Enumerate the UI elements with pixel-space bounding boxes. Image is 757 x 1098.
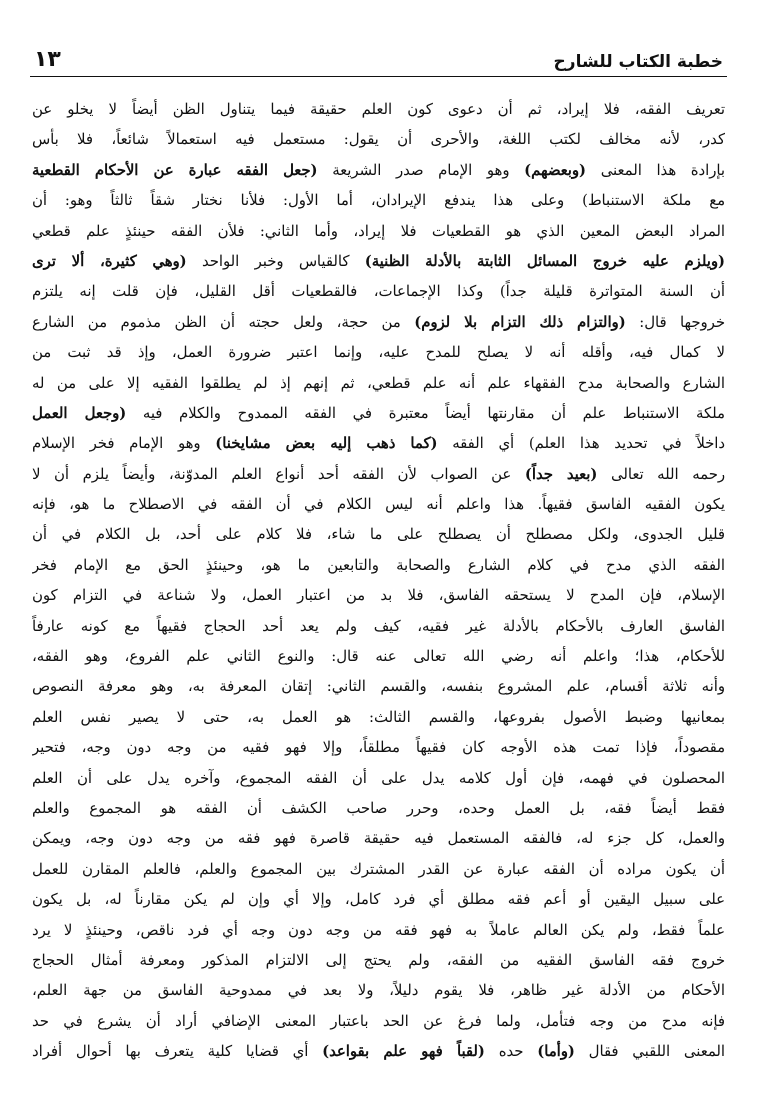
text-line: خروج فقه الفاسق الفقيه من الفقه، ولم يحتج إلى الالتزام المذكور ومعرفة أمثال الحجاج: [32, 951, 725, 969]
text-line: أن السنة المتواترة قليلة جداً) وكذا الإجماعات، فالقطعيات أقل القليل، فإن قلت إنه يلتزم: [32, 283, 725, 301]
text-line: فقط أيضاً فقه، بل العمل وحده، وحرر صاحب الكشف أن الفقه هو المجموع والعلم: [32, 799, 725, 817]
text-line: قليل الجدوى، ولكل مصطلح أن يصطلح على ما شاء، فلا كلام على أحد، بل الكلام في أن: [32, 526, 725, 544]
text-line: مقصوداً، فإذا تمت هذه الأوجه كان فقيهاً مطلقاً، وإلا فهو فقيه من وجه دون وجه، فتحير: [32, 739, 725, 757]
text-line: والعمل، كل جزء له، فالفقه المستعمل فيه حقيقة قاصرة فهو فقه من وجه دون وجه، ويمكن: [32, 830, 725, 848]
text-line: (ويلزم عليه خروج المسائل الثابتة بالأدلة الظنية) كالقياس وخبر الواحد (وهي كثيرة، ألا ترى: [32, 252, 725, 270]
text-line: تعريف الفقه، فلا إيراد، ثم أن دعوى كون العلم حقيقة فيما يتناول الظن أيضاً لا يخلو عن: [32, 101, 725, 118]
text-line: داخلاً في تحديد هذا العلم) أي الفقه (كما ذهب إليه بعض مشايخنا) وهو الإمام فخر الإسلام: [32, 435, 725, 453]
text-line: رحمه الله تعالى (بعيد جداً) عن الصواب لأن الفقه أحد أنواع العلم المدوّنة، وأيضاً يلزم أن لا: [32, 465, 725, 483]
text-line: المحصلون في فهمه، فإن أول كلامه يدل على أن الفقه المجموع، وآخره يدل على أن العلم: [32, 769, 725, 787]
text-line: الفاسق العارف بالأحكام بالأدلة غير فقيه، كيف ولم يعد أحد الحجاج فقيهاً مع كونه عارفاً: [32, 617, 725, 635]
text-line: للأحكام، هذا؛ واعلم أنه رضي الله تعالى عنه قال: والنوع الثاني علم الفروع، وهو الفقه،: [32, 648, 725, 666]
text-line: الشارع والصحابة مدح الفقهاء علم أنه علم قطعي، ثم إنهم إذ لم يطلقوا الفقيه إلا على من له: [32, 374, 725, 392]
text-line: الإسلام، فإن المدح لا يستحقه الفاسق، فلا بد من اعتبار العمل، ولا شناعة في التزام كون: [32, 587, 725, 605]
text-line: بإرادة هذا المعنى (وبعضهم) وهو الإمام صدر الشريعة (جعل الفقه عبارة عن الأحكام القطعية: [32, 161, 725, 179]
text-line: يكون الفقيه الفاسق فقيهاً. هذا واعلم أنه ليس الكلام في أن الفقه في الاصطلاح ما هو، فإنه: [32, 496, 725, 514]
page-header: [30, 38, 727, 77]
text-line: علماً فقط، ولم يكن العالم عاملاً به فهو فقه من وجه دون وجه أي فرد ناقص، وحينئذٍ لا يرد: [32, 921, 725, 939]
text-line: الفقه الذي مدح في كلام الشارع والصحابة والتابعين ما هو، وحينئذٍ الحق مع الإمام فخر: [32, 556, 725, 574]
text-line: لا كمال فيه، وأقله أنه لا يصلح للمدح عليه، وإنما اعتبر ضرورة العمل، وإذ قد ثبت من: [32, 344, 725, 362]
text-line: المعنى اللقبي فقال (وأما) حده (لقباً فهو علم بقواعد) أي قضايا كلية يتعرف بها أحوال أفراد: [32, 1043, 725, 1061]
running-title: خطبة الكتاب للشارح: [553, 52, 723, 72]
text-line: خروجها قال: (والتزام ذلك التزام بلا لزوم) من حجة، ولعل حجته أن الظن مذموم من الشارع: [32, 313, 725, 331]
text-line: فإنه مدح من وجه فتأمل، ولما فرغ عن الحد باعتبار المعنى الإضافي أراد أن يشرع في حد: [32, 1012, 725, 1030]
text-line: على سبيل اليقين أو أعم فقه مطلق أي فرد كامل، وإلا أي وإن لم يكن مقارناً له، بل يكون: [32, 891, 725, 909]
page-number: ١٣: [34, 47, 61, 72]
text-line: المراد البعض المعين الذي هو القطعيات فلا إيراد، وأما الثاني: فلأن الفقه حينئذٍ علم قطعي: [32, 222, 725, 240]
text-line: الأحكام من الأدلة غير ظاهر، فلا يقوم دليلاً، ولا بعد في ممدوحية الفاسق من جهة العلم،: [32, 982, 725, 1000]
text-line: بمعانيها وضبط الأصول بفروعها، والقسم الثالث: هو العمل به، حتى لا يصير نفس العلم: [32, 708, 725, 726]
text-line: ملكة الاستنباط علم أن مقارنتها أيضاً معتبرة في الفقه الممدوح والكلام فيه (وجعل العمل: [32, 404, 725, 422]
body-text: [30, 95, 727, 1068]
text-line: وأنه ثلاثة أقسام، علم المشروع بنفسه، والقسم الثاني: إتقان المعرفة به، وهو معرفة النصوص: [32, 678, 725, 696]
text-line: أن يكون مراده أن الفقه عبارة عن القدر المشترك بين المجموع والعلم، فالعلم المقارن للعمل: [32, 860, 725, 878]
text-line: كدر، لأنه مخالف لكتب اللغة، والأحرى أن يقول: مستعمل فيه استعمالاً شائعاً، فلا بأس: [32, 131, 725, 149]
text-line: مع ملكة الاستنباط) وعلى هذا يندفع الإيرادان، أما الأول: فلأنا نختار شقاً ثالثاً وهو: أن: [32, 192, 725, 210]
